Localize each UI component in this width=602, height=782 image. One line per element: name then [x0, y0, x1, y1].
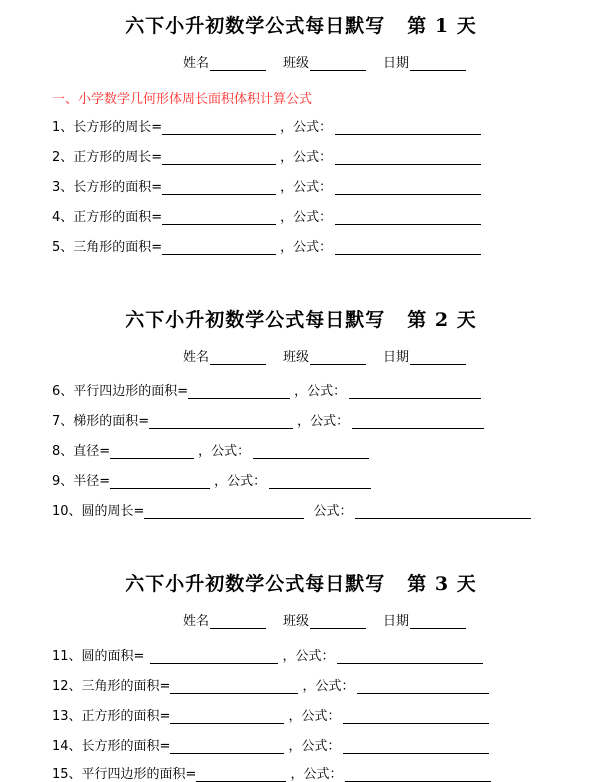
item-label: 9、半径= [52, 474, 111, 489]
formula-blank[interactable] [335, 210, 481, 225]
formula-label: ，公式： [288, 709, 341, 724]
date-label: 日期 [383, 350, 410, 365]
day3-title [0, 569, 602, 596]
list-item [52, 207, 481, 225]
formula-label: ，公式： [282, 649, 335, 664]
list-item [52, 646, 483, 664]
item-label: 8、直径= [52, 444, 111, 459]
list-item [52, 411, 484, 429]
day1-title [0, 11, 602, 38]
name-label: 姓名 [183, 614, 210, 629]
answer-blank[interactable] [188, 384, 290, 399]
day3-title-day: 第 3 天 [407, 573, 477, 595]
item-label: 12、三角形的面积= [52, 679, 171, 694]
date-field[interactable] [410, 58, 466, 71]
formula-blank[interactable] [352, 414, 484, 429]
list-item [52, 764, 491, 782]
answer-blank[interactable] [162, 120, 276, 135]
list-item [52, 706, 489, 724]
item-label: 11、圆的面积= [52, 649, 145, 664]
class-field[interactable] [310, 616, 366, 629]
item-label: 4、正方形的面积= [52, 210, 163, 225]
item-label: 2、正方形的周长= [52, 150, 163, 165]
formula-blank[interactable] [335, 240, 481, 255]
day2-title-day: 第 2 天 [407, 309, 477, 331]
formula-label: ，公式： [280, 210, 333, 225]
class-label: 班级 [283, 350, 310, 365]
formula-label: ，公式： [198, 444, 251, 459]
formula-label: ，公式： [297, 414, 350, 429]
answer-blank[interactable] [110, 444, 194, 459]
formula-label: ，公式： [214, 474, 267, 489]
list-item [52, 177, 481, 195]
formula-blank[interactable] [269, 474, 371, 489]
formula-blank[interactable] [335, 120, 481, 135]
formula-label: ，公式： [302, 679, 355, 694]
formula-label: ，公式： [290, 767, 343, 782]
class-label: 班级 [283, 614, 310, 629]
day2-meta-row [183, 346, 466, 365]
list-item [52, 441, 369, 459]
item-label: 14、长方形的面积= [52, 739, 171, 754]
formula-blank[interactable] [343, 739, 489, 754]
answer-blank[interactable] [170, 709, 284, 724]
day2-title [0, 305, 602, 332]
list-item [52, 147, 481, 165]
formula-label: ，公式： [280, 240, 333, 255]
item-label: 6、平行四边形的面积= [52, 384, 189, 399]
date-field[interactable] [410, 616, 466, 629]
answer-blank[interactable] [149, 414, 293, 429]
name-field[interactable] [210, 352, 266, 365]
day2-title-main: 六下小升初数学公式每日默写 [125, 309, 386, 331]
list-item [52, 736, 489, 754]
date-field[interactable] [410, 352, 466, 365]
answer-blank[interactable] [170, 739, 284, 754]
formula-blank[interactable] [355, 504, 531, 519]
item-label: 15、平行四边形的面积= [52, 767, 197, 782]
day3-meta-row [183, 610, 466, 629]
name-label: 姓名 [183, 350, 210, 365]
class-label: 班级 [283, 56, 310, 71]
formula-label: ，公式： [280, 120, 333, 135]
item-label: 13、正方形的面积= [52, 709, 171, 724]
list-item [52, 501, 531, 519]
formula-label: 公式： [313, 504, 353, 519]
formula-blank[interactable] [343, 709, 489, 724]
date-label: 日期 [383, 56, 410, 71]
answer-blank[interactable] [162, 150, 276, 165]
item-label: 10、圆的周长= [52, 504, 145, 519]
date-label: 日期 [383, 614, 410, 629]
formula-blank[interactable] [349, 384, 481, 399]
formula-blank[interactable] [253, 444, 369, 459]
formula-label: ，公式： [280, 150, 333, 165]
name-field[interactable] [210, 616, 266, 629]
formula-blank[interactable] [335, 180, 481, 195]
item-label: 3、长方形的面积= [52, 180, 163, 195]
answer-blank[interactable] [110, 474, 210, 489]
answer-blank[interactable] [162, 210, 276, 225]
item-label: 7、梯形的面积= [52, 414, 150, 429]
name-field[interactable] [210, 58, 266, 71]
answer-blank[interactable] [196, 767, 286, 782]
list-item [52, 471, 371, 489]
day3-title-main: 六下小升初数学公式每日默写 [125, 573, 386, 595]
answer-blank[interactable] [170, 679, 298, 694]
day1-title-main: 六下小升初数学公式每日默写 [125, 15, 386, 37]
list-item [52, 676, 489, 694]
list-item [52, 117, 481, 135]
formula-label: ，公式： [280, 180, 333, 195]
list-item [52, 237, 481, 255]
item-label: 1、长方形的周长= [52, 120, 163, 135]
formula-blank[interactable] [345, 767, 491, 782]
section-heading-geometry: 一、小学数学几何形体周长面积体积计算公式 [52, 92, 313, 107]
formula-label: ，公式： [294, 384, 347, 399]
answer-blank[interactable] [162, 240, 276, 255]
formula-blank[interactable] [337, 649, 483, 664]
class-field[interactable] [310, 58, 366, 71]
day1-title-day: 第 1 天 [407, 15, 477, 37]
formula-blank[interactable] [357, 679, 489, 694]
answer-blank[interactable] [144, 504, 304, 519]
name-label: 姓名 [183, 56, 210, 71]
class-field[interactable] [310, 352, 366, 365]
item-label: 5、三角形的面积= [52, 240, 163, 255]
day1-meta-row [183, 52, 466, 71]
formula-blank[interactable] [335, 150, 481, 165]
list-item [52, 381, 481, 399]
answer-blank[interactable] [150, 649, 278, 664]
formula-label: ，公式： [288, 739, 341, 754]
answer-blank[interactable] [162, 180, 276, 195]
